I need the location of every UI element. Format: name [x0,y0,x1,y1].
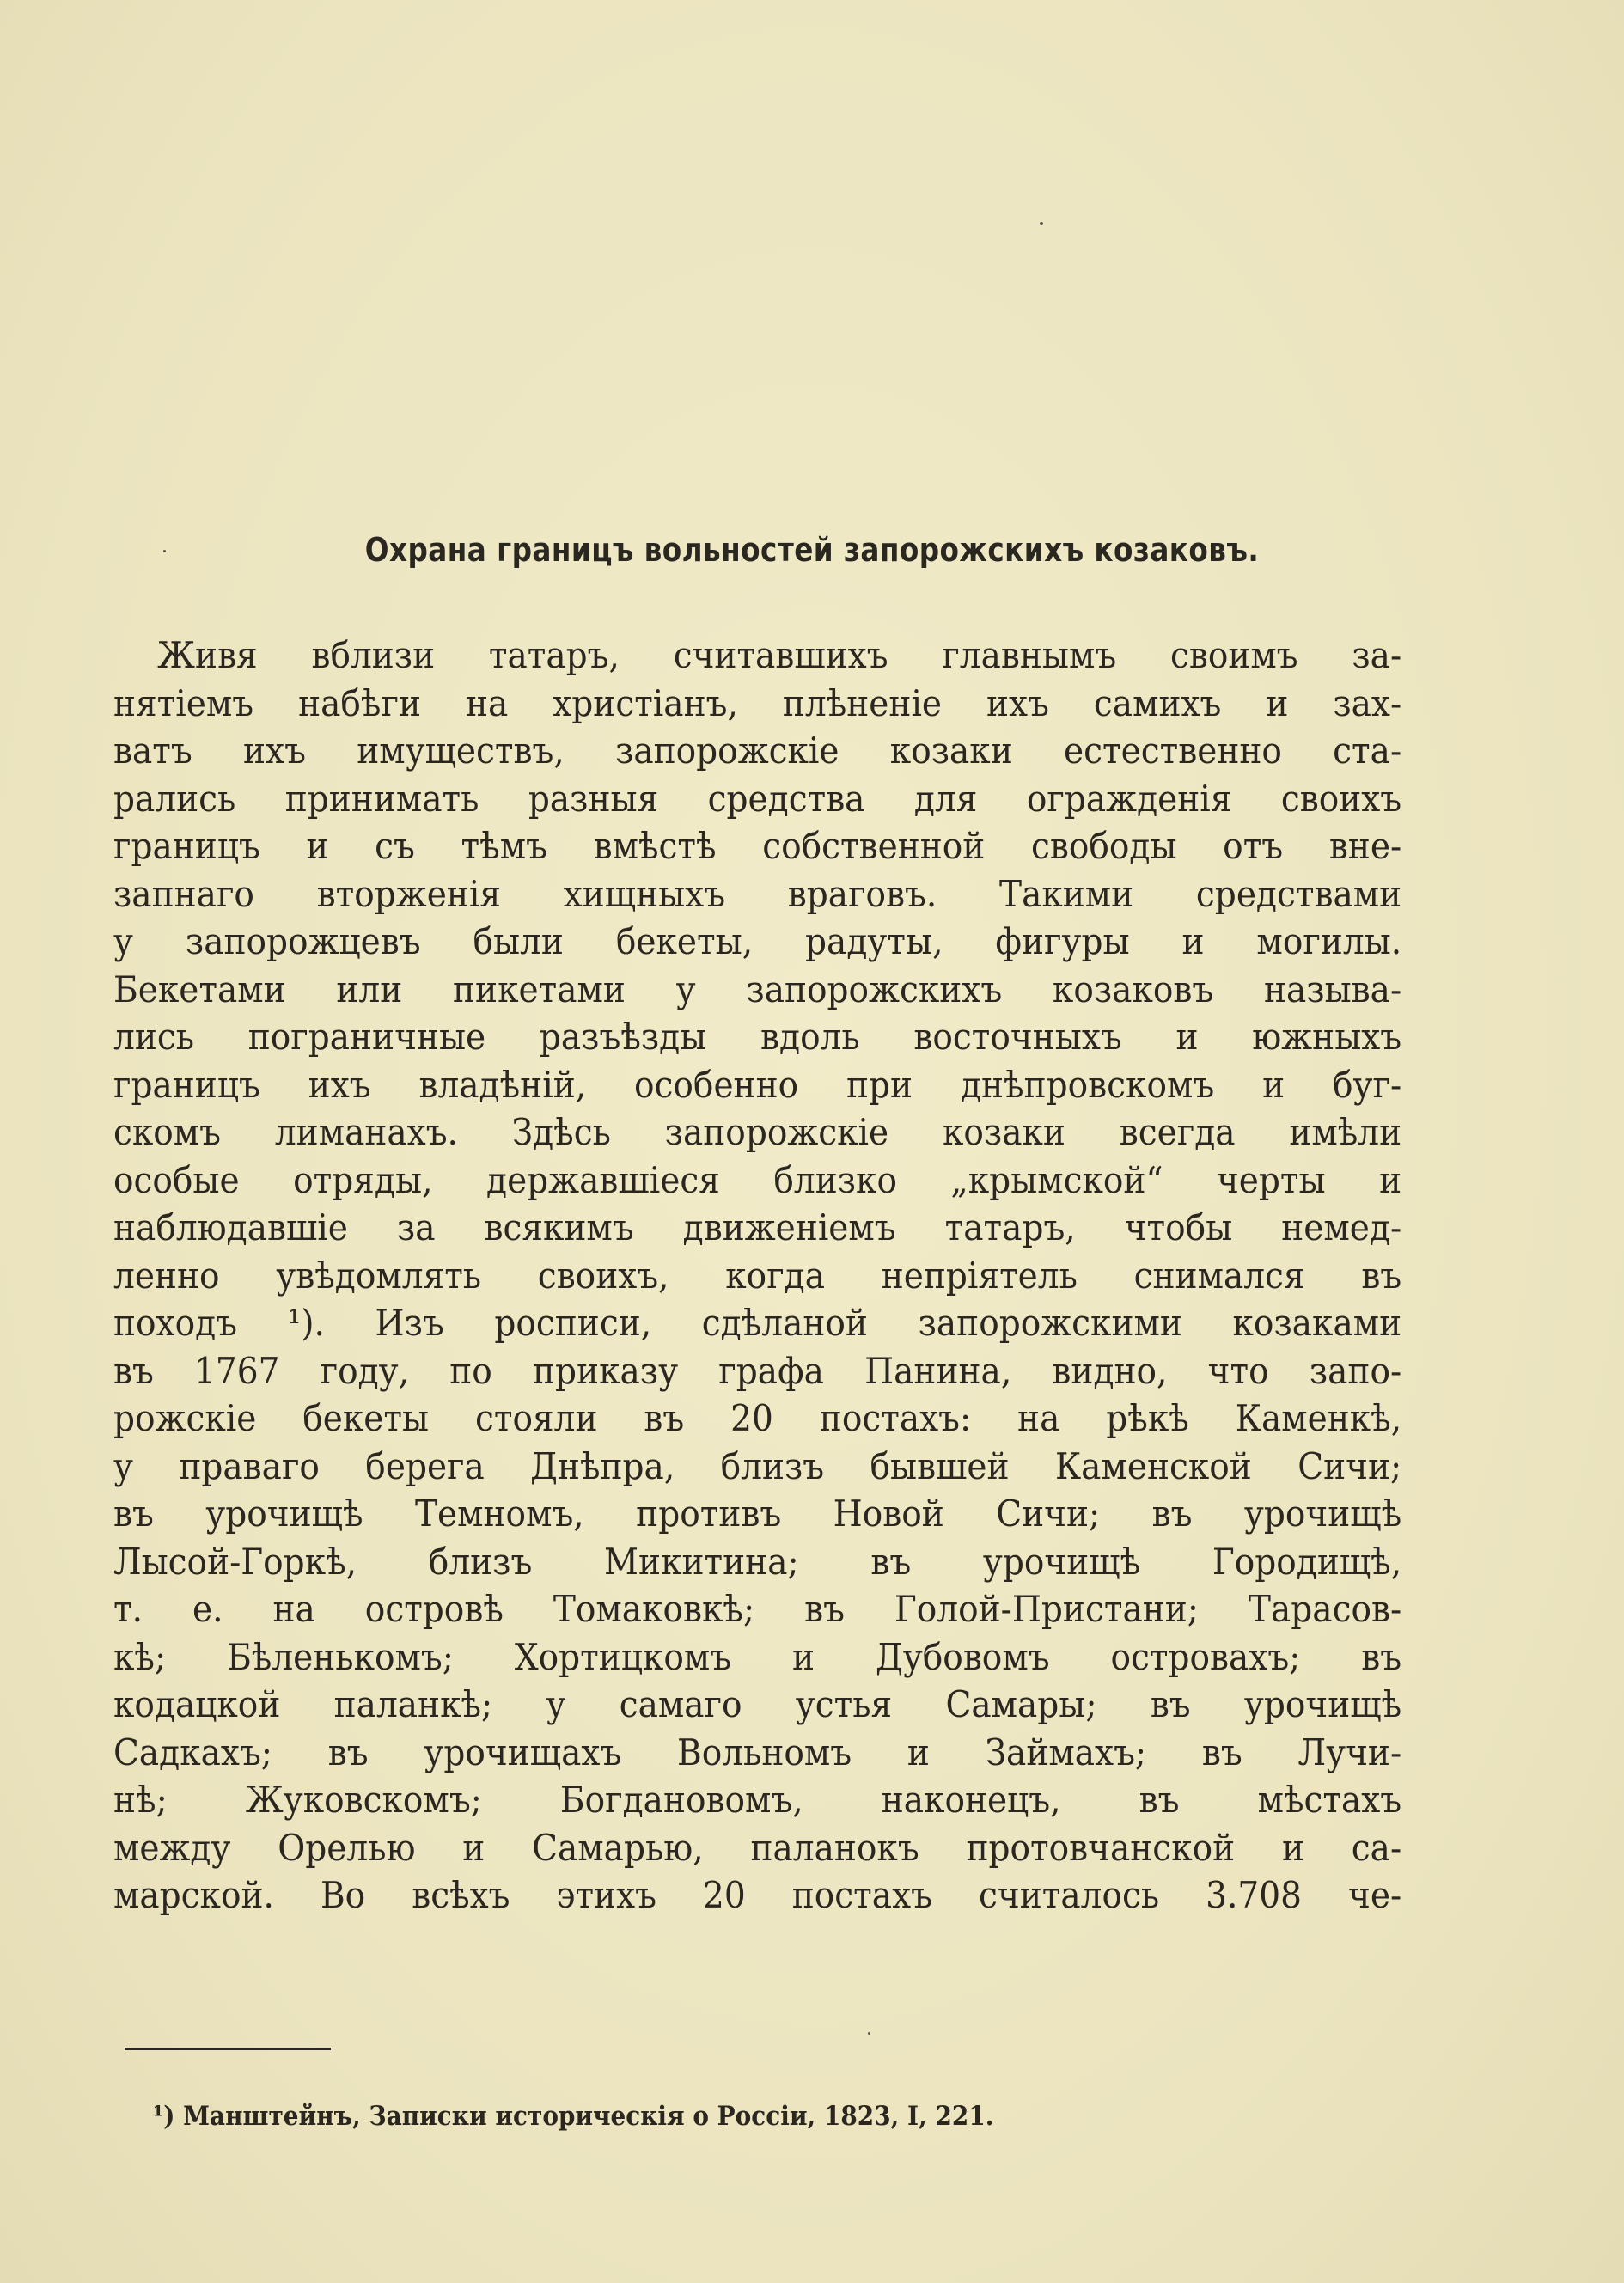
text-line: Бекетами или пикетами у запорожскихъ козаковъ называ- [113,968,1402,1010]
text-line: Лысой-Горкѣ, близъ Микитина; въ урочищѣ Городищѣ, [113,1540,1402,1583]
paper-speck [868,2032,870,2035]
text-line: походъ ¹). Изъ росписи, сдѣланой запорожскими козаками [113,1302,1402,1344]
text-line: особые отряды, державшіеся близко „крымской“ черты и [113,1158,1402,1201]
text-line: рались принимать разныя средства для огражденія своихъ [113,777,1402,820]
text-line: границъ и съ тѣмъ вмѣстѣ собственной свободы отъ вне- [113,825,1402,867]
text-line: нѣ; Жуковскомъ; Богдановомъ, наконецъ, въ мѣстахъ [113,1779,1402,1821]
footnote [153,2101,993,2132]
text-line: въ 1767 году, по приказу графа Панина, видно, что запо- [113,1349,1402,1392]
text-line: наблюдавшіе за всякимъ движеніемъ татаръ, чтобы немед- [113,1206,1402,1248]
paper-speck [1040,222,1043,225]
footnote-text: Манштейнъ, Записки историческія о Россіи, 1823, I, 221. [183,2101,994,2132]
body-text [113,632,1402,1920]
text-line: ленно увѣдомлять своихъ, когда непріятель снимался въ [113,1254,1402,1297]
text-line: нятіемъ набѣги на христіанъ, плѣненіе ихъ самихъ и зах- [113,681,1402,724]
section-title: Охрана границъ вольностей запорожскихъ козаковъ. [364,531,1260,569]
text-line: Живя вблизи татаръ, считавшихъ главнымъ своимъ за- [157,634,1402,676]
text-line: Садкахъ; въ урочищахъ Вольномъ и Займахъ; въ Лучи- [113,1731,1402,1773]
text-line: марской. Во всѣхъ этихъ 20 постахъ считалось 3.708 че- [113,1874,1402,1916]
text-line: ватъ ихъ имуществъ, запорожскіе козаки естественно ста- [113,729,1402,772]
footnote-divider [125,2048,331,2050]
text-line: въ урочищѣ Темномъ, противъ Новой Сичи; въ урочищѣ [113,1492,1402,1535]
text-line: кодацкой паланкѣ; у самаго устья Самары; въ урочищѣ [113,1683,1402,1725]
text-line: границъ ихъ владѣній, особенно при днѣпровскомъ и буг- [113,1063,1402,1106]
text-line: т. е. на островѣ Томаковкѣ; въ Голой-Пристани; Тарасов- [113,1588,1402,1630]
text-line: между Орелью и Самарью, паланокъ протовчанской и са- [113,1826,1402,1869]
text-line: кѣ; Бѣленькомъ; Хортицкомъ и Дубовомъ островахъ; въ [113,1635,1402,1678]
footnote-marker: ¹) [153,2101,175,2132]
text-line: рожскіе бекеты стояли въ 20 постахъ: на рѣкѣ Каменкѣ, [113,1397,1402,1439]
text-line: лись пограничные разъѣзды вдоль восточныхъ и южныхъ [113,1016,1402,1058]
text-line: у запорожцевъ были бекеты, радуты, фигуры и могилы. [113,920,1402,962]
paper-speck [163,550,166,552]
text-line: запнаго вторженія хищныхъ враговъ. Такими средствами [113,872,1402,915]
text-line: скомъ лиманахъ. Здѣсь запорожскіе козаки всегда имѣли [113,1111,1402,1153]
text-line: у праваго берега Днѣпра, близъ бывшей Каменской Сичи; [113,1444,1402,1487]
